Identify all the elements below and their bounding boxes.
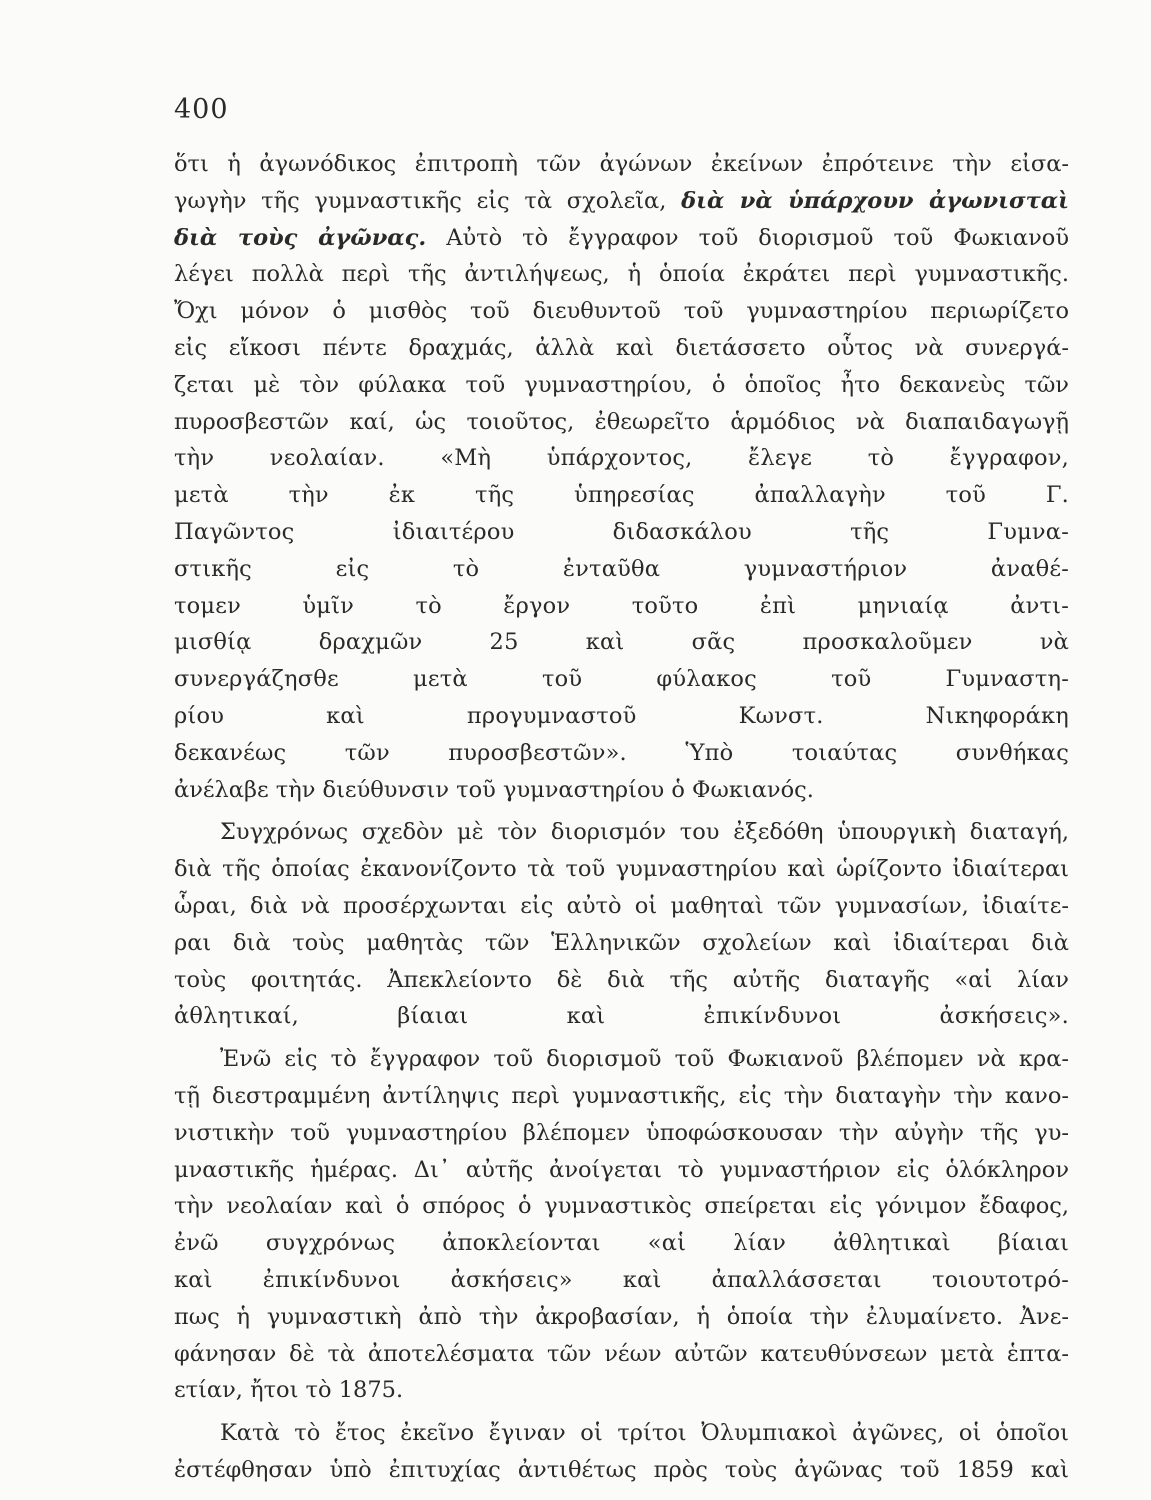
emphasis-text: διὰ νὰ ὑπάρχουν ἀγωνισταὶ <box>681 187 1069 214</box>
emphasis-text: διὰ τοὺς ἀγῶνας. <box>174 224 427 251</box>
text-line: μετὰ τὴν ἐκ τῆς ὑπηρεσίας ἀπαλλαγὴν τοῦ Γ. <box>174 482 1069 509</box>
text-line: πως ἡ γυμναστικὴ ἀπὸ τὴν ἀκροβασίαν, ἡ ὁποία τὴν ἐλυμαίνετο. Ἀνε- <box>174 1303 1069 1330</box>
text-line: δεκανέως τῶν πυροσβεστῶν». Ὑπὸ τοιαύτας συνθήκας <box>174 739 1069 766</box>
paragraph-3 <box>174 1041 1069 1409</box>
text-span: γωγὴν τῆς γυμναστικῆς εἰς τὰ σχολεῖα, <box>174 187 667 214</box>
text-line: ἀθλητικαί, βίαιαι καὶ ἐπικίνδυνοι ἀσκήσεις». <box>174 1003 1069 1030</box>
text-line: τοὺς φοιτητάς. Ἀπεκλείοντο δὲ διὰ τῆς αὐτῆς διαταγῆς «αἱ λίαν <box>174 966 1069 993</box>
text-line: τὴν νεολαίαν. «Μὴ ὑπάρχοντος, ἔλεγε τὸ ἔγγραφον, <box>174 445 1069 472</box>
text-line: τῇ διεστραμμένη ἀντίληψις περὶ γυμναστικῆς, εἰς τὴν διαταγὴν τὴν κανο- <box>174 1082 1069 1109</box>
text-line: ἐστέφθησαν ὑπὸ ἐπιτυχίας ἀντιθέτως πρὸς τοὺς ἀγῶνας τοῦ 1859 καὶ <box>174 1456 1069 1483</box>
text-line: διὰ τῆς ὁποίας ἐκανονίζοντο τὰ τοῦ γυμναστηρίου καὶ ὡρίζοντο ἰδιαίτεραι <box>174 856 1069 883</box>
text-line: νιστικὴν τοῦ γυμναστηρίου βλέπομεν ὑποφώσκουσαν τὴν αὐγὴν τῆς γυ- <box>174 1119 1069 1146</box>
body-text <box>174 146 1069 1489</box>
text-line: ὧραι, διὰ νὰ προσέρχωνται εἰς αὐτὸ οἱ μαθηταὶ τῶν γυμνασίων, ἰδιαίτε- <box>174 892 1069 919</box>
text-span: Αὐτὸ τὸ ἔγγραφον τοῦ διορισμοῦ τοῦ Φωκιανοῦ <box>446 224 1069 251</box>
text-line: στικῆς εἰς τὸ ἐνταῦθα γυμναστήριον ἀναθέ- <box>174 555 1069 582</box>
text-line: μισθίᾳ δραχμῶν 25 καὶ σᾶς προσκαλοῦμεν νὰ <box>174 629 1069 656</box>
text-line: ἐνῶ συγχρόνως ἀποκλείονται «αἱ λίαν ἀθλητικαὶ βίαιαι <box>174 1230 1069 1257</box>
text-line <box>174 183 1069 220</box>
text-line: πυροσβεστῶν καί, ὡς τοιοῦτος, ἐθεωρεῖτο ἁρμόδιος νὰ διαπαιδαγωγῇ <box>174 408 1069 435</box>
text-line: εἰς εἴκοσι πέντε δραχμάς, ἀλλὰ καὶ διετάσσετο οὗτος νὰ συνεργά- <box>174 334 1069 361</box>
text-line: ετίαν, ἤτοι τὸ 1875. <box>174 1377 404 1404</box>
text-line: συνεργάζησθε μετὰ τοῦ φύλακος τοῦ Γυμναστη- <box>174 666 1069 693</box>
text-line: τομεν ὑμῖν τὸ ἔργον τοῦτο ἐπὶ μηνιαίᾳ ἀντι- <box>174 592 1069 619</box>
text-line <box>174 220 1069 257</box>
text-line: φάνησαν δὲ τὰ ἀποτελέσματα τῶν νέων αὐτῶν κατευθύνσεων μετὰ ἑπτα- <box>174 1340 1069 1367</box>
text-line: μναστικῆς ἡμέρας. Δι᾽ αὐτῆς ἀνοίγεται τὸ γυμναστήριον εἰς ὁλόκληρον <box>174 1156 1069 1183</box>
text-line: Συγχρόνως σχεδὸν μὲ τὸν διορισμόν του ἐξεδόθη ὑπουργικὴ διαταγή, <box>220 819 1069 846</box>
paragraph-2 <box>174 814 1069 1035</box>
text-line: ζεται μὲ τὸν φύλακα τοῦ γυμναστηρίου, ὁ ὁποῖος ἦτο δεκανεὺς τῶν <box>174 371 1069 398</box>
text-line: ρίου καὶ προγυμναστοῦ Κωνστ. Νικηφοράκη <box>174 702 1069 729</box>
page-number: 400 <box>174 94 229 125</box>
text-line: Κατὰ τὸ ἔτος ἐκεῖνο ἔγιναν οἱ τρίτοι Ὀλυμπιακοὶ ἀγῶνες, οἱ ὁποῖοι <box>220 1420 1069 1447</box>
text-line: τὴν νεολαίαν καὶ ὁ σπόρος ὁ γυμναστικὸς σπείρεται εἰς γόνιμον ἔδαφος, <box>174 1193 1069 1220</box>
text-line: λέγει πολλὰ περὶ τῆς ἀντιλήψεως, ἡ ὁποία ἐκράτει περὶ γυμναστικῆς. <box>174 261 1069 288</box>
text-line: ὅτι ἡ ἀγωνόδικος ἐπιτροπὴ τῶν ἀγώνων ἐκείνων ἐπρότεινε τὴν εἰσα- <box>174 151 1069 177</box>
text-line: Παγῶντος ἰδιαιτέρου διδασκάλου τῆς Γυμνα- <box>174 518 1069 545</box>
text-line: ραι διὰ τοὺς μαθητὰς τῶν Ἑλληνικῶν σχολείων καὶ ἰδιαίτεραι διὰ <box>174 929 1069 956</box>
text-line: ἀνέλαβε τὴν διεύθυνσιν τοῦ γυμναστηρίου ὁ Φωκιανός. <box>174 776 814 803</box>
text-line: Ἐνῶ εἰς τὸ ἔγγραφον τοῦ διορισμοῦ τοῦ Φωκιανοῦ βλέπομεν νὰ κρα- <box>220 1046 1069 1073</box>
text-line: Ὄχι μόνον ὁ μισθὸς τοῦ διευθυντοῦ τοῦ γυμναστηρίου περιωρίζετο <box>174 298 1069 325</box>
paragraph-1 <box>174 146 1069 808</box>
text-line: καὶ ἐπικίνδυνοι ἀσκήσεις» καὶ ἀπαλλάσσεται τοιουτοτρό- <box>174 1266 1069 1293</box>
paragraph-4 <box>174 1415 1069 1489</box>
